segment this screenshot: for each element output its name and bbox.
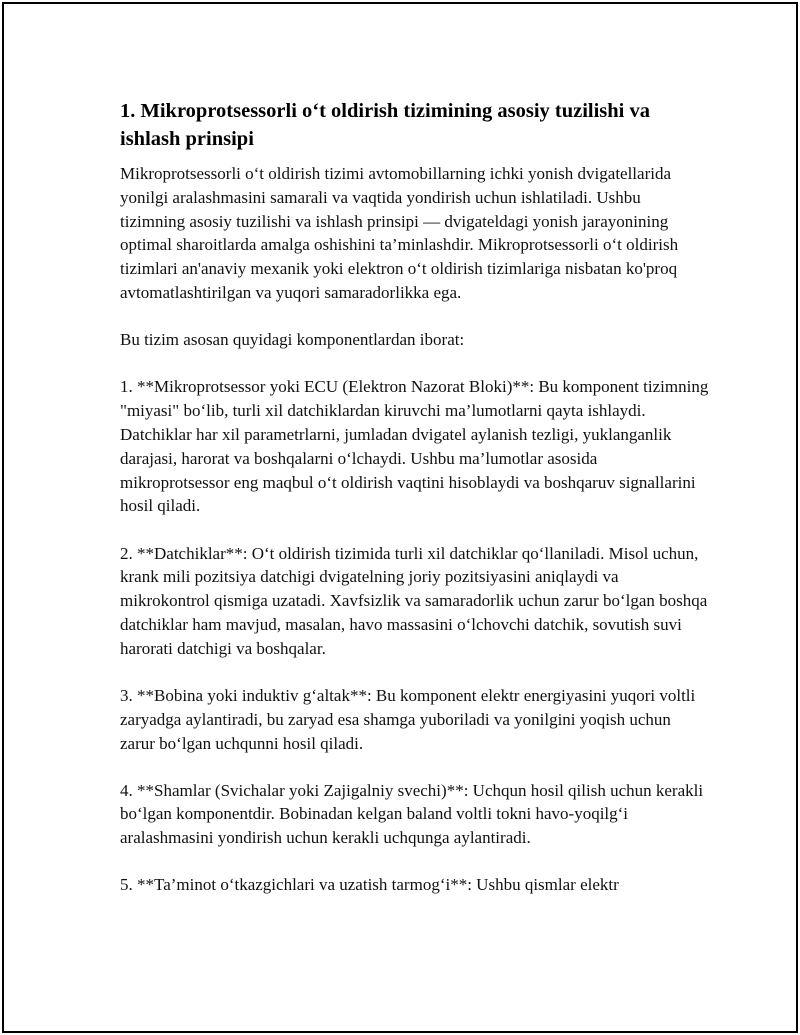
component-item-spark-plugs: 4. **Shamlar (Svichalar yoki Zajigalniy svechi)**: Uchqun hosil qilish uchun kerakli bo‘lgan komponentdir. Bobinadan kelgan baland voltli tokni havo-yoqilg‘i aralashmasini yondirish uchun kerakli uchqunga aylantiradi. xyxy=(120,780,704,848)
section-heading: 1. Mikroprotsessorli o‘t oldirish tizimining asosiy tuzilishi va ishlash prinsipi xyxy=(120,100,650,150)
component-item-ecu: 1. **Mikroprotsessor yoki ECU (Elektron Nazorat Bloki)**: Bu komponent tizimning "miyasi" bo‘lib, turli xil datchiklardan kiruvchi ma’lumotlarni qayta ishlaydi. Datchiklar har xil parametrlarni, jumladan dvigatel aylanish tezligi, yuklanganlik darajasi, harorat va boshqalarni o‘lchaydi. Ushbu ma’lumotlar asosida mikroprotsessor eng maqbul o‘t oldirish vaqtini hisoblaydi va boshqaruv signallarini hosil qiladi. xyxy=(120,377,709,516)
page-frame xyxy=(2,2,798,1033)
intro-paragraph: Mikroprotsessorli o‘t oldirish tizimi avtomobillarning ichki yonish dvigatellarida yonilgi aralashmasini samarali va vaqtida yondirish uchun ishlatiladi. Ushbu tizimning asosiy tuzilishi va ishlash prinsipi — dvigateldagi yonish jarayonining optimal sharoitlarda amalga oshishini ta’minlashdir. Mikroprotsessorli o‘t oldirish tizimlari an'anaviy mexanik yoki elektron o‘t oldirish tizimlariga nisbatan ko'proq avtomatlashtirilgan va yuqori samaradorlikka ega. xyxy=(120,164,679,302)
document-body xyxy=(120,97,710,921)
components-intro: Bu tizim asosan quyidagi komponentlardan iborat: xyxy=(120,330,465,350)
component-item-coil: 3. **Bobina yoki induktiv g‘altak**: Bu komponent elektr energiyasini yuqori voltli zaryadga aylantiradi, bu zaryad esa shamga yuboriladi va yonilgini yoqish uchun zarur bo‘lgan uchqunni hosil qiladi. xyxy=(120,685,696,753)
component-item-wiring: 5. **Ta’minot o‘tkazgichlari va uzatish tarmog‘i**: Ushbu qismlar elektr xyxy=(120,875,619,895)
component-item-sensors: 2. **Datchiklar**: O‘t oldirish tizimida turli xil datchiklar qo‘llaniladi. Misol uchun, krank mili pozitsiya datchigi dvigatelning joriy pozitsiyasini aniqlaydi va mikrokontrol qismiga uzatadi. Xavfsizlik va samaradorlik uchun zarur bo‘lgan boshqa datchiklar ham mavjud, masalan, havo massasini o‘lchovchi datchik, sovutish suvi harorati datchigi va boshqalar. xyxy=(120,543,708,658)
